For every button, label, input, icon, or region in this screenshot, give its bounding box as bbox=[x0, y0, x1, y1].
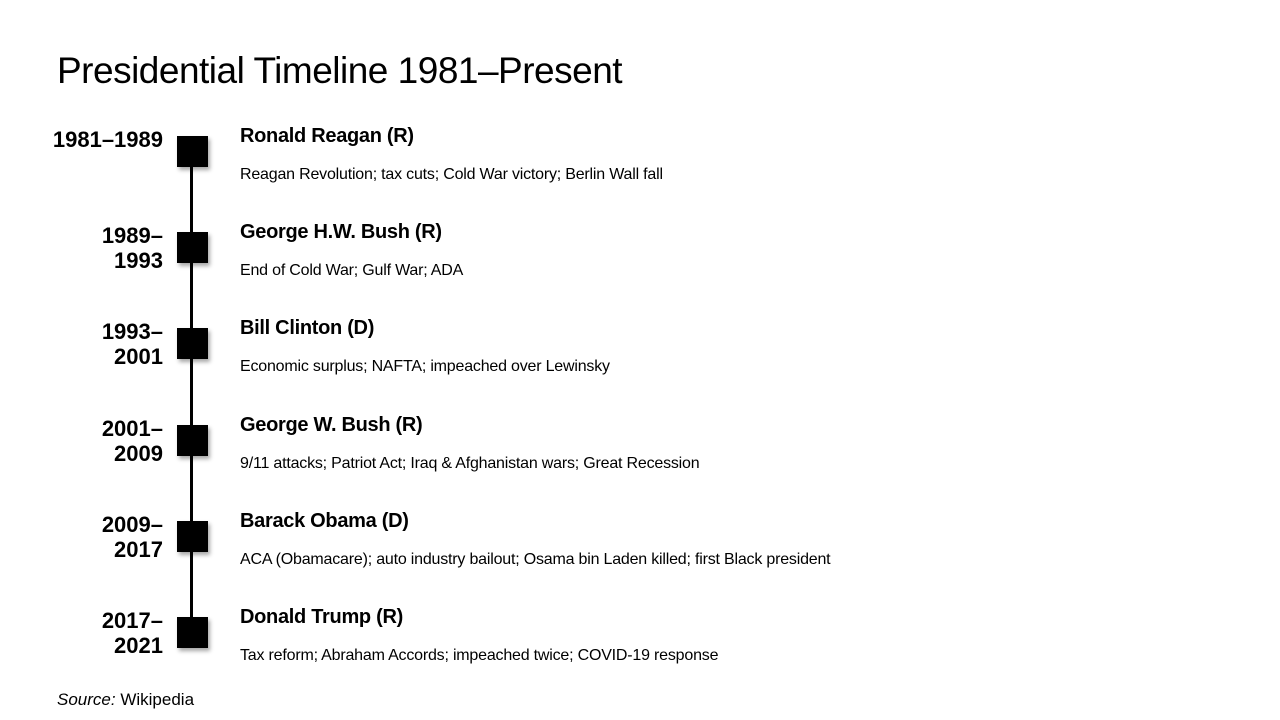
page-title: Presidential Timeline 1981–Present bbox=[57, 50, 623, 91]
timeline-entry bbox=[0, 125, 1280, 232]
years-line: 2009 bbox=[114, 440, 163, 466]
years-line: 2017 bbox=[114, 536, 163, 562]
years-line: 2001– bbox=[101, 415, 163, 441]
timeline-marker bbox=[177, 425, 208, 456]
president-summary: End of Cold War; Gulf War; ADA bbox=[240, 262, 464, 280]
term-years bbox=[102, 223, 163, 273]
timeline-entry bbox=[0, 413, 1280, 521]
timeline-marker bbox=[177, 617, 208, 648]
president-name: Bill Clinton (D) bbox=[240, 317, 375, 340]
term-years bbox=[53, 127, 163, 152]
years-line: 2001 bbox=[114, 344, 163, 370]
timeline-entry bbox=[0, 509, 1280, 617]
years-line: 2009– bbox=[101, 511, 163, 537]
source-note bbox=[57, 690, 194, 710]
timeline-marker bbox=[177, 521, 208, 552]
term-years bbox=[102, 512, 163, 562]
president-summary: 9/11 attacks; Patriot Act; Iraq & Afghanistan wars; Great Recession bbox=[240, 454, 700, 472]
source-label: Source: bbox=[57, 690, 116, 709]
timeline-marker bbox=[177, 136, 208, 167]
timeline-entry bbox=[0, 317, 1280, 424]
president-name: Donald Trump (R) bbox=[240, 606, 403, 628]
years-line: 2021 bbox=[114, 633, 163, 658]
timeline-marker bbox=[177, 232, 208, 263]
timeline-marker bbox=[177, 328, 208, 359]
years-line: 1989– bbox=[101, 223, 163, 249]
president-summary: Economic surplus; NAFTA; impeached over Lewinsky bbox=[240, 358, 610, 376]
term-years bbox=[102, 608, 163, 658]
timeline-entry bbox=[0, 221, 1280, 328]
president-summary: ACA (Obamacare); auto industry bailout; Osama bin Laden killed; first Black president bbox=[240, 550, 831, 568]
term-years bbox=[102, 319, 163, 369]
president-name: Barack Obama (D) bbox=[240, 509, 409, 532]
president-summary: Reagan Revolution; tax cuts; Cold War victory; Berlin Wall fall bbox=[240, 166, 663, 183]
term-years bbox=[102, 416, 163, 466]
president-summary: Tax reform; Abraham Accords; impeached twice; COVID-19 response bbox=[240, 647, 719, 664]
source-value: Wikipedia bbox=[120, 690, 195, 709]
president-name: George W. Bush (R) bbox=[240, 413, 423, 436]
years-line: 1993 bbox=[114, 248, 163, 274]
years-line: 1981–1989 bbox=[52, 127, 163, 152]
years-line: 2017– bbox=[101, 608, 163, 633]
president-name: Ronald Reagan (R) bbox=[240, 125, 414, 147]
years-line: 1993– bbox=[101, 319, 163, 345]
president-name: George H.W. Bush (R) bbox=[240, 221, 442, 244]
